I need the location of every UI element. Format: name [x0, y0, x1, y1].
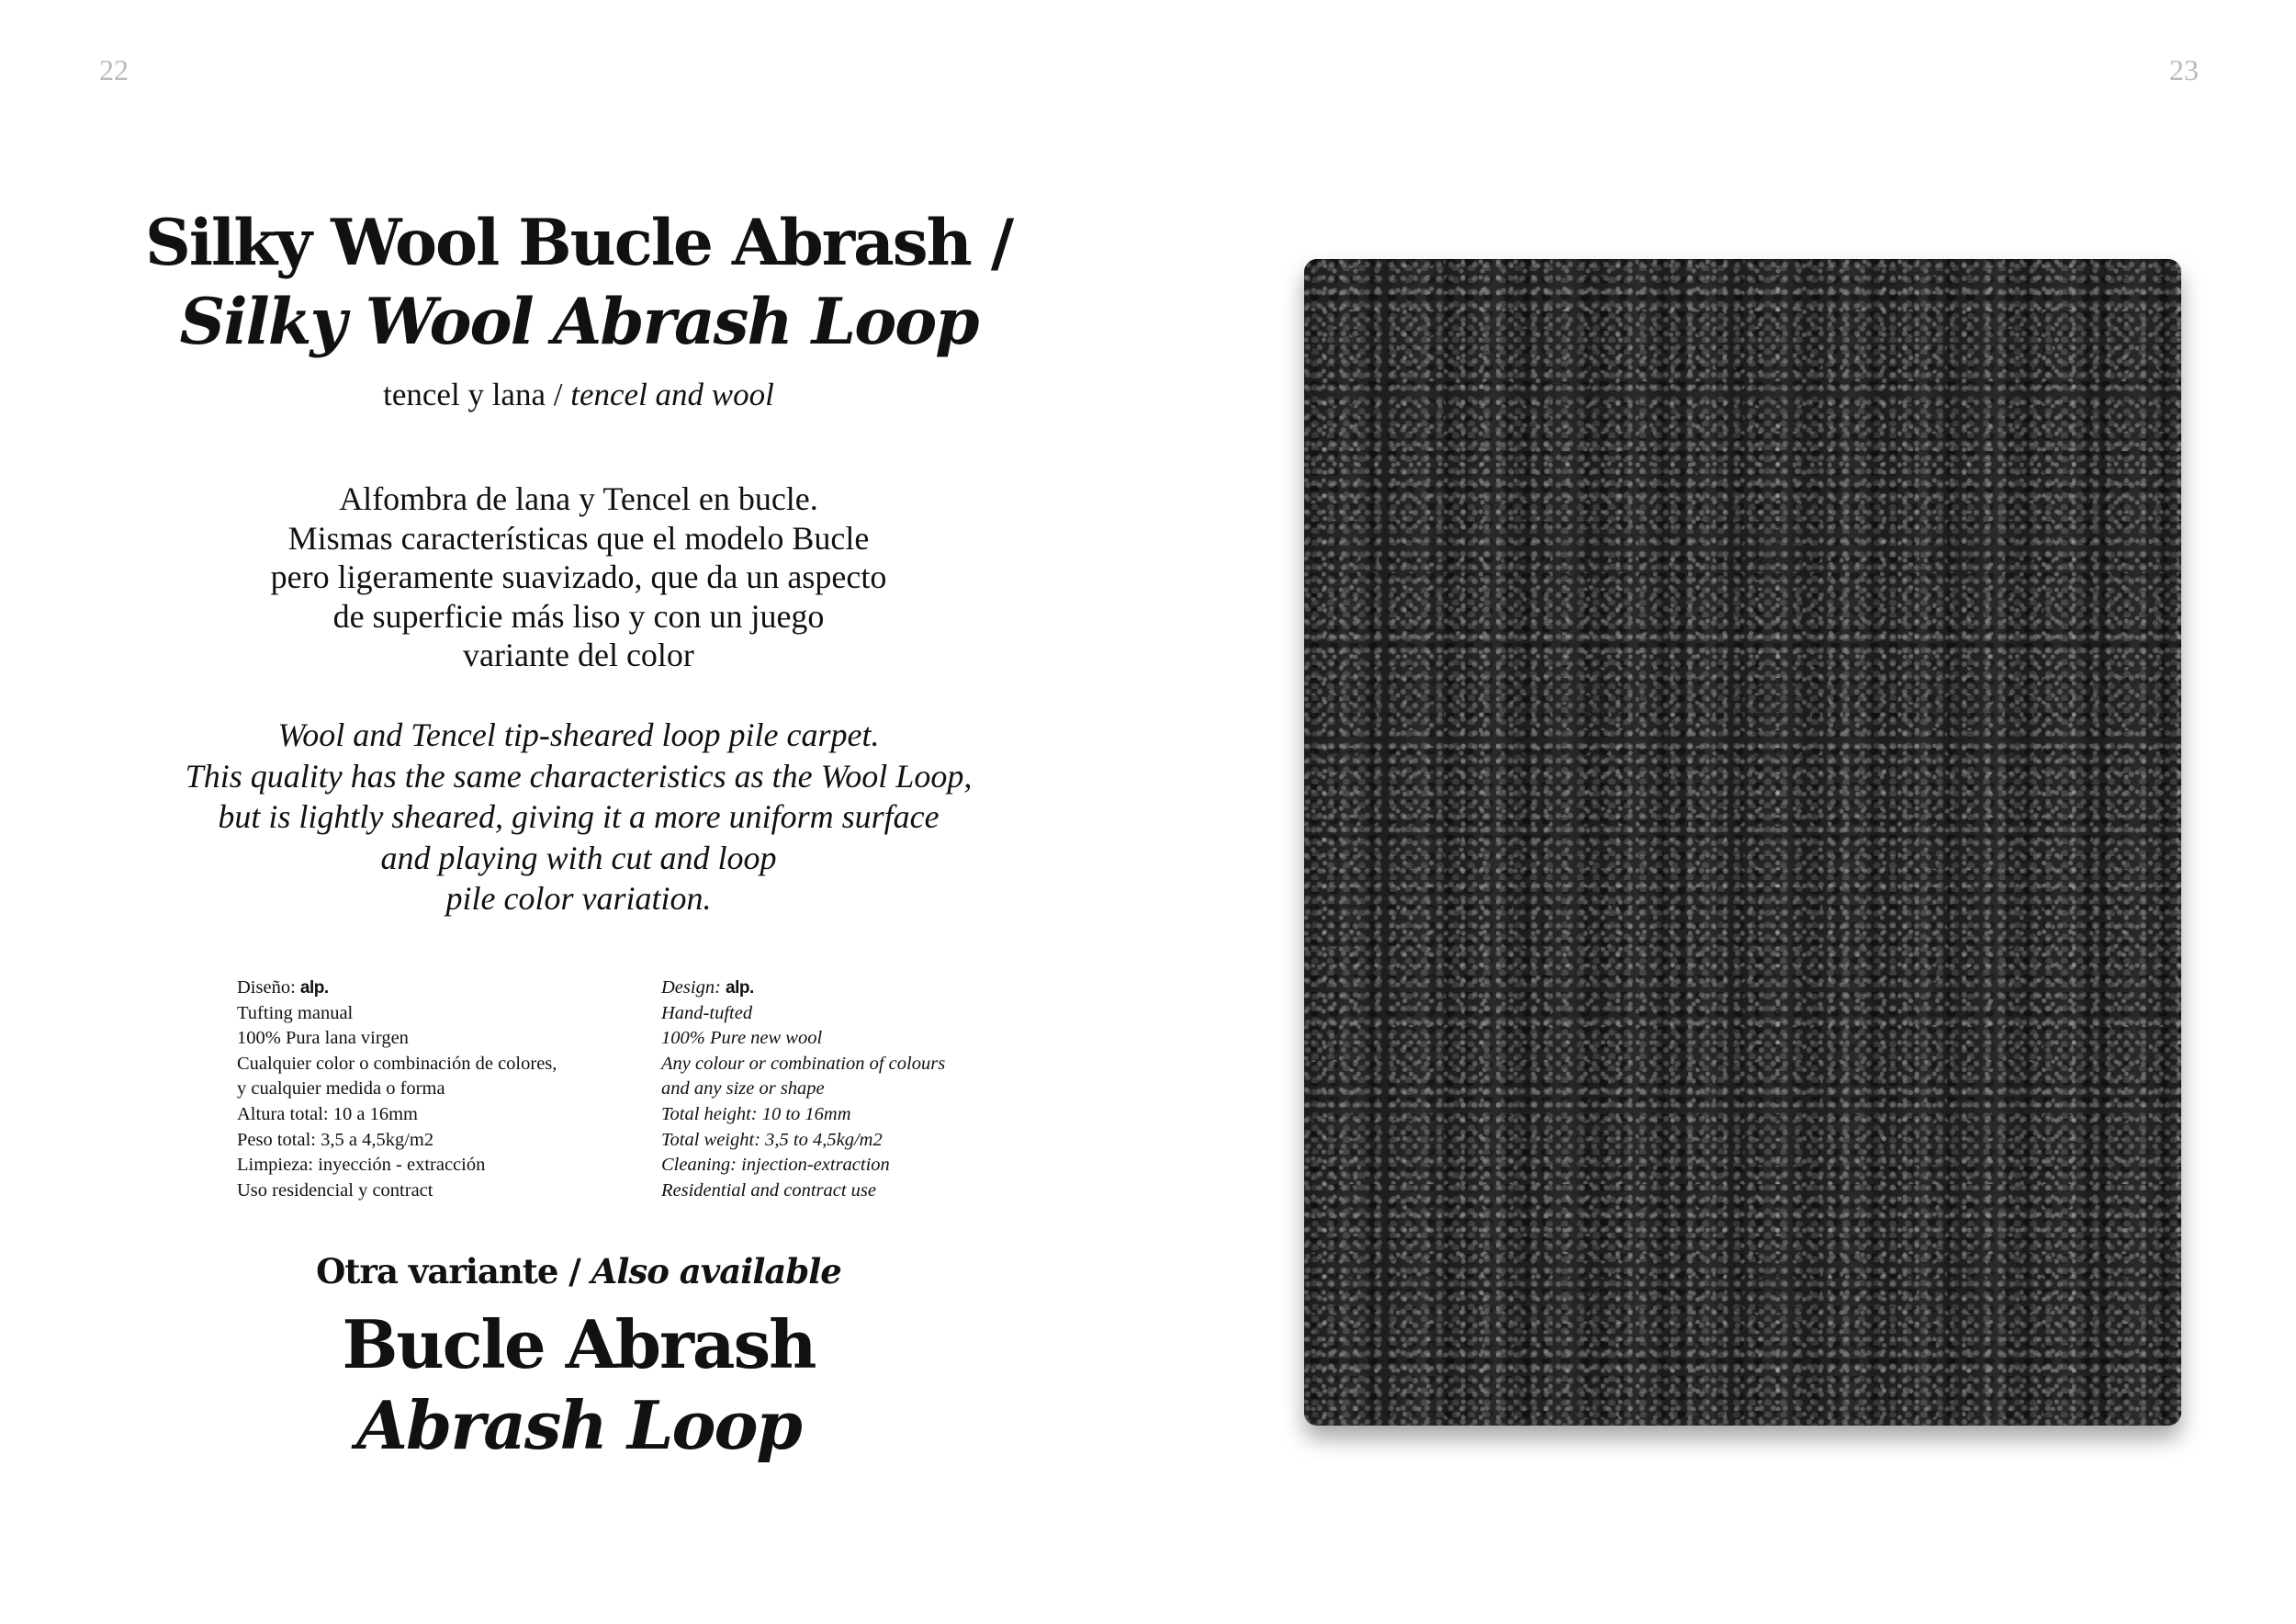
variant-heading-separator: /: [557, 1251, 591, 1291]
material-es: tencel y lana: [383, 377, 546, 412]
spec-design-line: [661, 976, 1065, 1001]
spec-line: and any size or shape: [661, 1078, 825, 1100]
description-english: [119, 715, 1038, 919]
spec-line: Limpieza: inyección - extracción: [237, 1155, 486, 1176]
specs-english: [661, 976, 1065, 1203]
variant-heading-en: Also available: [591, 1251, 841, 1291]
variant-name: [119, 1304, 1038, 1466]
product-title: [119, 204, 1038, 362]
variant-name-es: Bucle Abrash: [342, 1305, 816, 1383]
material-en: tencel and wool: [570, 377, 774, 412]
page-number-right: 23: [2169, 53, 2199, 86]
variant-name-en: Abrash Loop: [356, 1386, 801, 1464]
spec-line: 100% Pure new wool: [661, 1028, 823, 1049]
description-en-line: pile color variation.: [445, 880, 712, 917]
specs-spanish: [237, 976, 641, 1203]
material-subtitle: [119, 375, 1038, 415]
spec-design-label: Diseño:: [237, 977, 296, 998]
spec-line: Altura total: 10 a 16mm: [237, 1103, 418, 1124]
brand-logo: alp.: [726, 978, 754, 998]
spec-line: Peso total: 3,5 a 4,5kg/m2: [237, 1129, 434, 1150]
description-es-line: Alfombra de lana y Tencel en bucle.: [339, 480, 818, 517]
variant-heading: [119, 1249, 1038, 1293]
product-title-en: Silky Wool Abrash Loop: [179, 285, 978, 359]
rug-sample-image: [1304, 259, 2181, 1426]
spec-line: Residential and contract use: [661, 1179, 876, 1201]
description-en-line: This quality has the same characteristics as the Wool Loop,: [185, 757, 973, 795]
spec-line: Tufting manual: [237, 1002, 354, 1023]
spec-line: Any colour or combination of colours: [661, 1053, 946, 1074]
spec-design-line: [237, 976, 641, 1001]
spec-line: 100% Pura lana virgen: [237, 1028, 409, 1049]
product-title-es: Silky Wool Bucle Abrash /: [144, 206, 1013, 280]
description-en-line: Wool and Tencel tip-sheared loop pile carpet.: [277, 716, 880, 753]
description-es-line: pero ligeramente suavizado, que da un aspecto: [270, 558, 887, 595]
spec-line: Cualquier color o combinación de colores,: [237, 1053, 557, 1074]
description-es-line: Mismas características que el modelo Bucle: [287, 519, 870, 557]
spec-line: Cleaning: injection-extraction: [661, 1155, 890, 1176]
variant-heading-es: Otra variante: [316, 1251, 558, 1291]
page-number-left: 22: [99, 53, 129, 86]
brand-logo: alp.: [299, 978, 329, 998]
description-spanish: [165, 479, 992, 675]
spec-line: Hand-tufted: [661, 1002, 753, 1023]
spec-line: Uso residencial y contract: [237, 1179, 433, 1201]
description-en-line: but is lightly sheared, giving it a more uniform surface: [218, 798, 940, 835]
spec-line: Total weight: 3,5 to 4,5kg/m2: [661, 1129, 883, 1150]
description-es-line: variante del color: [463, 637, 694, 673]
spec-line: y cualquier medida o forma: [237, 1078, 445, 1100]
description-en-line: and playing with cut and loop: [380, 839, 777, 876]
description-es-line: de superficie más liso y con un juego: [332, 597, 825, 635]
spec-design-label: Design:: [661, 977, 721, 998]
material-separator: /: [546, 377, 571, 412]
spec-line: Total height: 10 to 16mm: [661, 1103, 851, 1124]
